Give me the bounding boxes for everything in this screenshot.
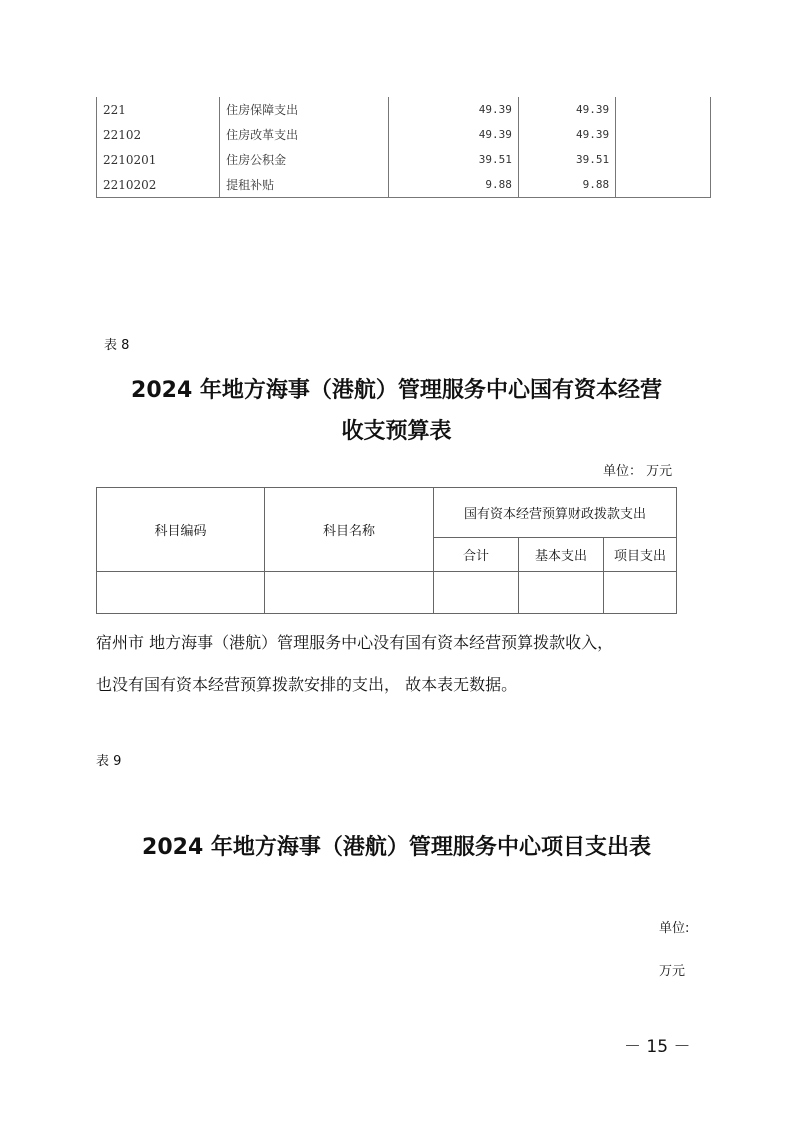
cell-project (616, 97, 711, 122)
table8 (96, 487, 677, 614)
header-basic: 基本支出 (519, 538, 604, 572)
cell-code: 22102 (97, 122, 220, 147)
cell-basic: 9.88 (518, 172, 615, 198)
table-row (97, 172, 711, 198)
table8-note-line1: 宿州市 地方海事（港航）管理服务中心没有国有资本经营预算拨款收入， (96, 633, 614, 652)
cell-basic: 49.39 (518, 97, 615, 122)
empty-cell (97, 572, 265, 614)
cell-project (616, 172, 711, 198)
table9-title: 2024 年地方海事（港航）管理服务中心项目支出表 (142, 835, 651, 860)
header-code: 科目编码 (97, 488, 265, 572)
cell-project (616, 122, 711, 147)
header-group: 国有资本经营预算财政拨款支出 (434, 488, 677, 538)
cell-total: 49.39 (389, 122, 519, 147)
cell-project (616, 147, 711, 172)
table-row (97, 97, 711, 122)
header-total: 合计 (434, 538, 519, 572)
header-project: 项目支出 (604, 538, 677, 572)
cell-code: 221 (97, 97, 220, 122)
table8-title-line1: 2024 年地方海事（港航）管理服务中心国有资本经营 (131, 378, 662, 403)
cell-basic: 49.39 (518, 122, 615, 147)
empty-cell (604, 572, 677, 614)
cell-total: 49.39 (389, 97, 519, 122)
cell-name: 住房保障支出 (220, 97, 389, 122)
cell-code: 2210201 (97, 147, 220, 172)
previous-table (96, 97, 711, 198)
page-number: － 15 － (624, 1037, 691, 1057)
cell-code: 2210202 (97, 172, 220, 198)
cell-name: 提租补贴 (220, 172, 389, 198)
cell-name: 住房改革支出 (220, 122, 389, 147)
empty-cell (434, 572, 519, 614)
table-row (97, 122, 711, 147)
cell-basic: 39.51 (518, 147, 615, 172)
header-name: 科目名称 (265, 488, 434, 572)
table8-note-line2: 也没有国有资本经营预算拨款安排的支出， 故本表无数据。 (96, 675, 518, 694)
table8-title-line2: 收支预算表 (341, 419, 452, 444)
table8-label: 表 8 (104, 338, 130, 353)
table-row (97, 147, 711, 172)
table9-label: 表 9 (96, 754, 122, 769)
cell-total: 9.88 (389, 172, 519, 198)
cell-total: 39.51 (389, 147, 519, 172)
empty-cell (519, 572, 604, 614)
cell-name: 住房公积金 (220, 147, 389, 172)
empty-cell (265, 572, 434, 614)
table9-unit-line1: 单位: (659, 921, 690, 936)
table8-unit: 单位： 万元 (603, 464, 673, 479)
table9-unit-line2: 万元 (659, 964, 686, 979)
